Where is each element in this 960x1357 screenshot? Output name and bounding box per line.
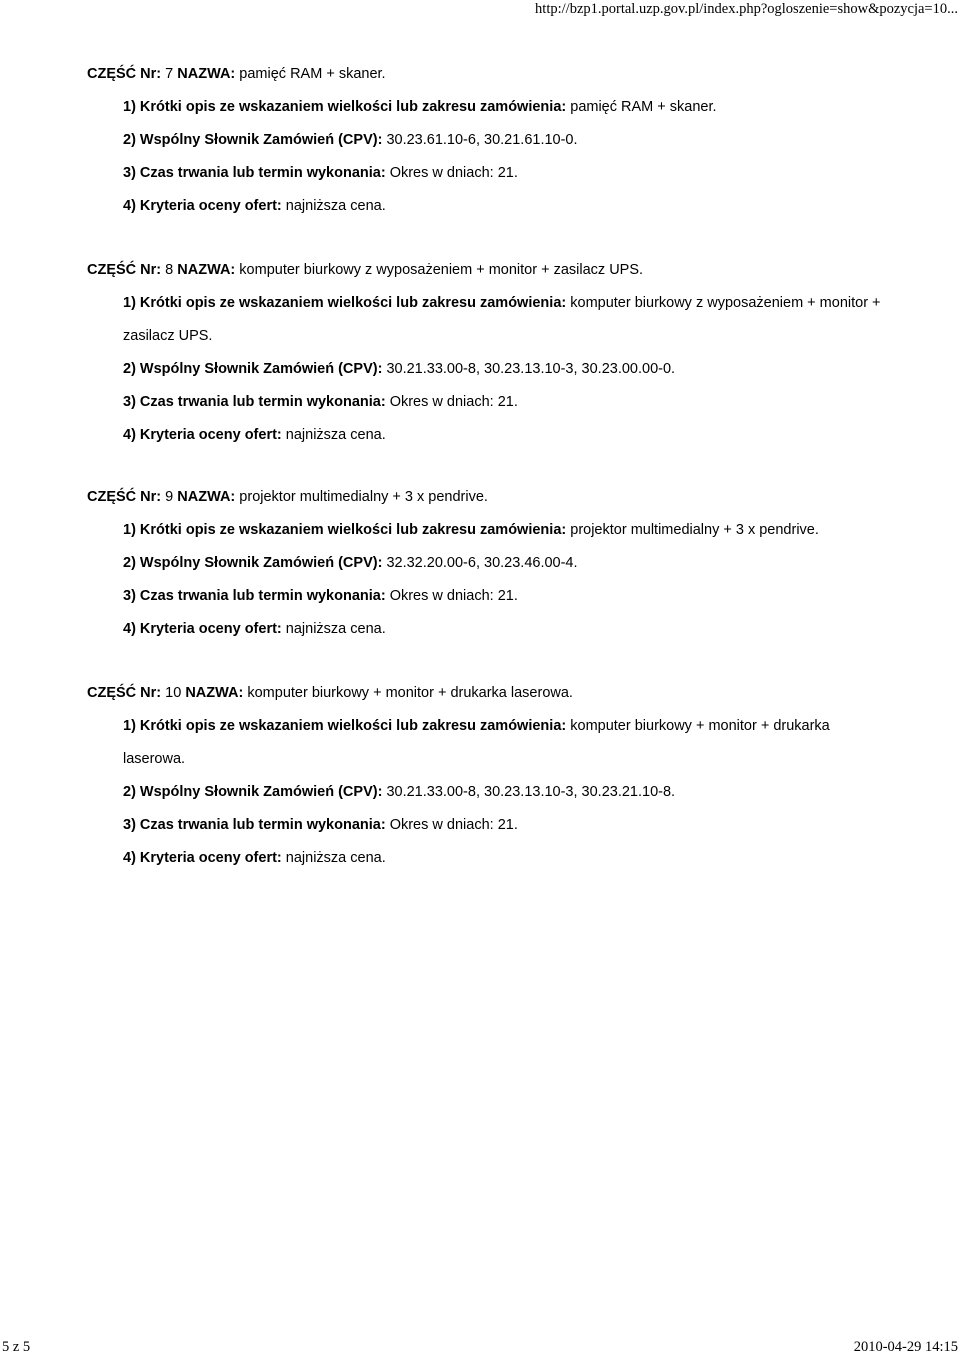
criteria-label: 4) Kryteria oceny ofert: bbox=[123, 621, 282, 637]
name-label: NAZWA: bbox=[185, 685, 244, 701]
cpv-value: 30.21.33.00-8, 30.23.13.10-3, 30.23.21.10-8. bbox=[386, 784, 676, 800]
part-name: komputer biurkowy + monitor + drukarka laserowa. bbox=[247, 685, 573, 701]
part-heading bbox=[87, 677, 907, 710]
duration-value: Okres w dniach: 21. bbox=[389, 394, 518, 410]
criteria-label: 4) Kryteria oceny ofert: bbox=[123, 427, 282, 443]
description-value: komputer biurkowy z wyposażeniem + monitor + zasilacz UPS. bbox=[123, 295, 881, 344]
part-heading bbox=[87, 58, 907, 91]
part-name: pamięć RAM + skaner. bbox=[239, 66, 386, 82]
cpv-value: 30.21.33.00-8, 30.23.13.10-3, 30.23.00.00-0. bbox=[386, 361, 676, 377]
description-label: 1) Krótki opis ze wskazaniem wielkości lub zakresu zamówienia: bbox=[123, 718, 567, 734]
duration-label: 3) Czas trwania lub termin wykonania: bbox=[123, 165, 386, 181]
cpv-label: 2) Wspólny Słownik Zamówień (CPV): bbox=[123, 784, 383, 800]
duration-row bbox=[87, 809, 907, 842]
description-value: komputer biurkowy + monitor + drukarka laserowa. bbox=[123, 718, 830, 767]
criteria-value: najniższa cena. bbox=[285, 427, 386, 443]
criteria-label: 4) Kryteria oceny ofert: bbox=[123, 198, 282, 214]
duration-row bbox=[87, 386, 907, 419]
part-name: komputer biurkowy z wyposażeniem + monitor + zasilacz UPS. bbox=[239, 262, 644, 278]
part-label: CZĘŚĆ Nr: bbox=[87, 66, 162, 82]
cpv-label: 2) Wspólny Słownik Zamówień (CPV): bbox=[123, 132, 383, 148]
criteria-row bbox=[87, 419, 907, 452]
duration-value: Okres w dniach: 21. bbox=[389, 817, 518, 833]
description-row bbox=[87, 287, 893, 353]
criteria-value: najniższa cena. bbox=[285, 850, 386, 866]
duration-label: 3) Czas trwania lub termin wykonania: bbox=[123, 588, 386, 604]
part-label: CZĘŚĆ Nr: bbox=[87, 685, 162, 701]
criteria-value: najniższa cena. bbox=[285, 198, 386, 214]
duration-label: 3) Czas trwania lub termin wykonania: bbox=[123, 817, 386, 833]
duration-row bbox=[87, 157, 907, 190]
section-part-10 bbox=[87, 677, 907, 875]
cpv-row bbox=[87, 353, 907, 386]
page-url: http://bzp1.portal.uzp.gov.pl/index.php?ogloszenie=show&pozycja=10... bbox=[535, 1, 958, 17]
description-row bbox=[87, 514, 907, 547]
part-number: 7 bbox=[165, 66, 174, 82]
cpv-label: 2) Wspólny Słownik Zamówień (CPV): bbox=[123, 555, 383, 571]
cpv-value: 32.32.20.00-6, 30.23.46.00-4. bbox=[386, 555, 578, 571]
description-value: projektor multimedialny + 3 x pendrive. bbox=[570, 522, 819, 538]
name-label: NAZWA: bbox=[177, 262, 236, 278]
duration-label: 3) Czas trwania lub termin wykonania: bbox=[123, 394, 386, 410]
duration-value: Okres w dniach: 21. bbox=[389, 165, 518, 181]
part-heading bbox=[87, 254, 907, 287]
description-label: 1) Krótki opis ze wskazaniem wielkości lub zakresu zamówienia: bbox=[123, 295, 567, 311]
name-label: NAZWA: bbox=[177, 66, 236, 82]
criteria-value: najniższa cena. bbox=[285, 621, 386, 637]
section-part-7 bbox=[87, 58, 907, 223]
part-number: 10 bbox=[165, 685, 182, 701]
print-datetime: 2010-04-29 14:15 bbox=[853, 1339, 958, 1355]
description-label: 1) Krótki opis ze wskazaniem wielkości lub zakresu zamówienia: bbox=[123, 99, 567, 115]
part-number: 9 bbox=[165, 489, 174, 505]
part-heading bbox=[87, 481, 907, 514]
criteria-row bbox=[87, 613, 907, 646]
criteria-row bbox=[87, 190, 907, 223]
cpv-row bbox=[87, 776, 907, 809]
part-number: 8 bbox=[165, 262, 174, 278]
section-part-9 bbox=[87, 481, 907, 646]
page-number: 5 z 5 bbox=[2, 1339, 31, 1355]
cpv-row bbox=[87, 124, 907, 157]
part-label: CZĘŚĆ Nr: bbox=[87, 489, 162, 505]
description-row bbox=[87, 710, 853, 776]
description-row bbox=[87, 91, 907, 124]
duration-row bbox=[87, 580, 907, 613]
description-label: 1) Krótki opis ze wskazaniem wielkości lub zakresu zamówienia: bbox=[123, 522, 567, 538]
duration-value: Okres w dniach: 21. bbox=[389, 588, 518, 604]
criteria-row bbox=[87, 842, 907, 875]
part-label: CZĘŚĆ Nr: bbox=[87, 262, 162, 278]
criteria-label: 4) Kryteria oceny ofert: bbox=[123, 850, 282, 866]
cpv-label: 2) Wspólny Słownik Zamówień (CPV): bbox=[123, 361, 383, 377]
section-part-8 bbox=[87, 254, 907, 452]
part-name: projektor multimedialny + 3 x pendrive. bbox=[239, 489, 488, 505]
name-label: NAZWA: bbox=[177, 489, 236, 505]
description-value: pamięć RAM + skaner. bbox=[570, 99, 717, 115]
cpv-row bbox=[87, 547, 907, 580]
cpv-value: 30.23.61.10-6, 30.21.61.10-0. bbox=[386, 132, 578, 148]
